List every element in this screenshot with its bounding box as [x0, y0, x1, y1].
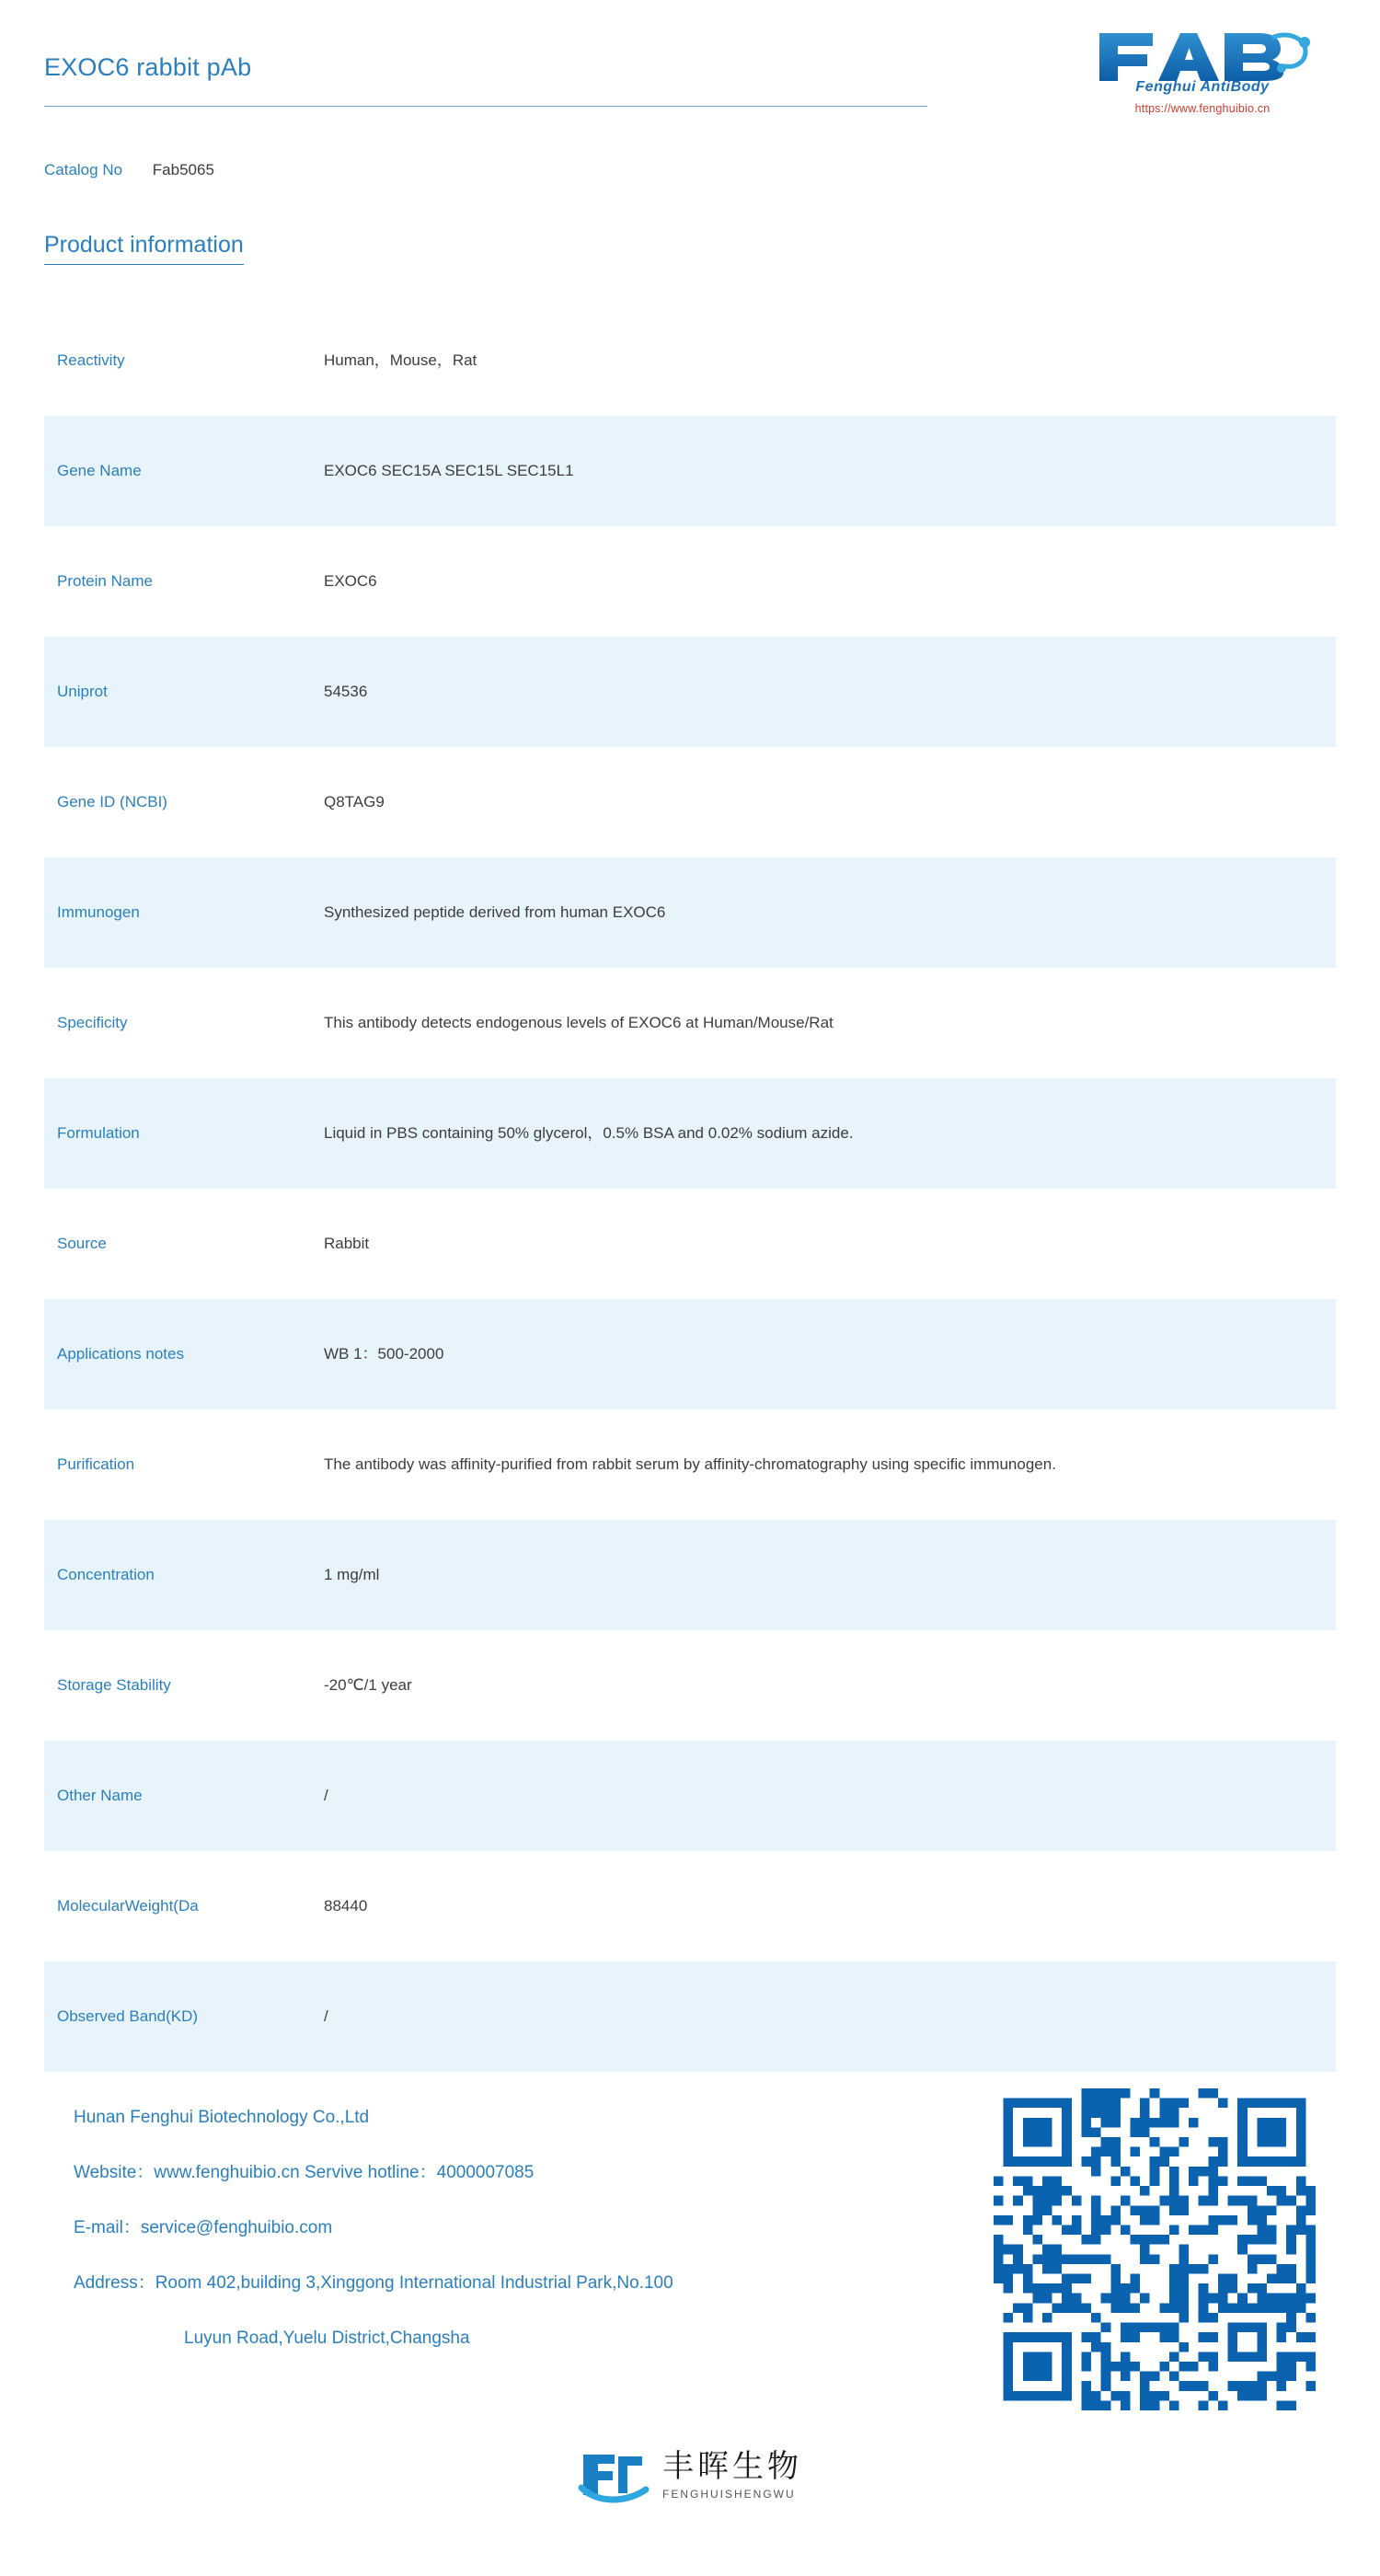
catalog-label: Catalog No — [44, 161, 123, 178]
qr-code-canvas — [994, 2088, 1316, 2410]
row-key: Source — [57, 1235, 107, 1252]
brand-name-en: FENGHUISHENGWU — [662, 2488, 796, 2501]
row-value: -20℃/1 year — [324, 1675, 412, 1694]
row-value: This antibody detects endogenous levels of EXOC6 at Human/Mouse/Rat — [324, 1013, 834, 1031]
row-key: Observed Band(KD) — [57, 2007, 199, 2025]
table-row — [44, 747, 1336, 857]
table-row — [44, 637, 1336, 747]
table-row — [44, 416, 1336, 526]
table-row — [44, 1741, 1336, 1851]
table-row — [44, 1851, 1336, 1961]
table-row — [44, 1078, 1336, 1189]
table-row — [44, 1189, 1336, 1299]
row-key: Gene Name — [57, 462, 142, 479]
catalog-row — [44, 161, 214, 179]
table-row — [44, 1630, 1336, 1741]
logo-url: https://www.fenghuibio.cn — [1134, 102, 1271, 115]
section-title-product-information: Product information — [44, 232, 244, 265]
company-logo — [1069, 28, 1336, 115]
table-row — [44, 1299, 1336, 1409]
company-name: Hunan Fenghui Biotechnology Co.,Ltd — [74, 2108, 370, 2127]
row-value: / — [324, 2007, 328, 2025]
row-key: Other Name — [57, 1787, 143, 1804]
row-value: Synthesized peptide derived from human EXOC6 — [324, 903, 666, 921]
row-key: Reactivity — [57, 351, 125, 369]
row-key: Gene ID (NCBI) — [57, 793, 167, 811]
email-line: E-mail：service@fenghuibio.com — [74, 2218, 333, 2237]
row-value: 54536 — [324, 682, 368, 700]
table-row — [44, 305, 1336, 416]
row-value: WB 1：500-2000 — [324, 1344, 444, 1363]
brand-name-cn: 丰晖生物 — [662, 2448, 802, 2485]
table-row — [44, 1961, 1336, 2072]
row-key: Uniprot — [57, 683, 108, 700]
document-header — [0, 0, 1380, 138]
table-row — [44, 968, 1336, 1078]
row-value: EXOC6 SEC15A SEC15L SEC15L1 — [324, 461, 574, 479]
table-row — [44, 1409, 1336, 1520]
contact-block — [74, 2090, 673, 2366]
page-title: EXOC6 rabbit pAb — [44, 53, 252, 81]
row-value: 1 mg/ml — [324, 1565, 380, 1583]
row-value: Q8TAG9 — [324, 792, 385, 811]
row-value: Human，Mouse，Rat — [324, 351, 477, 369]
row-value: The antibody was affinity-purified from rabbit serum by affinity-chromatography using specific immunogen. — [324, 1455, 1056, 1473]
address-line-1: Address：Room 402,building 3,Xinggong International Industrial Park,No.100 — [74, 2273, 673, 2293]
row-key: Immunogen — [57, 903, 140, 921]
row-key: Storage Stability — [57, 1676, 171, 1694]
fab-logo-icon — [1092, 28, 1313, 85]
product-information-table — [44, 305, 1336, 2072]
row-value: EXOC6 — [324, 571, 377, 590]
brand-footer — [0, 2447, 1380, 2509]
row-key: Concentration — [57, 1566, 155, 1583]
row-key: Specificity — [57, 1014, 128, 1031]
row-key: MolecularWeight(Da — [57, 1897, 199, 1915]
row-key: Applications notes — [57, 1345, 184, 1363]
row-value: Rabbit — [324, 1234, 370, 1252]
qr-code — [994, 2088, 1316, 2410]
table-row — [44, 857, 1336, 968]
table-row — [44, 1520, 1336, 1630]
row-key: Formulation — [57, 1124, 140, 1142]
catalog-value: Fab5065 — [152, 161, 214, 178]
row-key: Protein Name — [57, 572, 153, 590]
fenghui-logo-icon — [578, 2447, 650, 2504]
table-row — [44, 526, 1336, 637]
row-value: 88440 — [324, 1896, 368, 1915]
address-line-2: Luyun Road,Yuelu District,Changsha — [184, 2329, 470, 2348]
row-value: / — [324, 1786, 328, 1804]
title-divider — [44, 106, 927, 107]
website-hotline-line: Website：www.fenghuibio.cn Servive hotline：4000007085 — [74, 2163, 535, 2182]
logo-subtitle: Fenghui AntiBody — [1135, 79, 1270, 95]
row-key: Purification — [57, 1455, 135, 1473]
row-value: Liquid in PBS containing 50% glycerol，0.5% BSA and 0.02% sodium azide. — [324, 1123, 854, 1142]
